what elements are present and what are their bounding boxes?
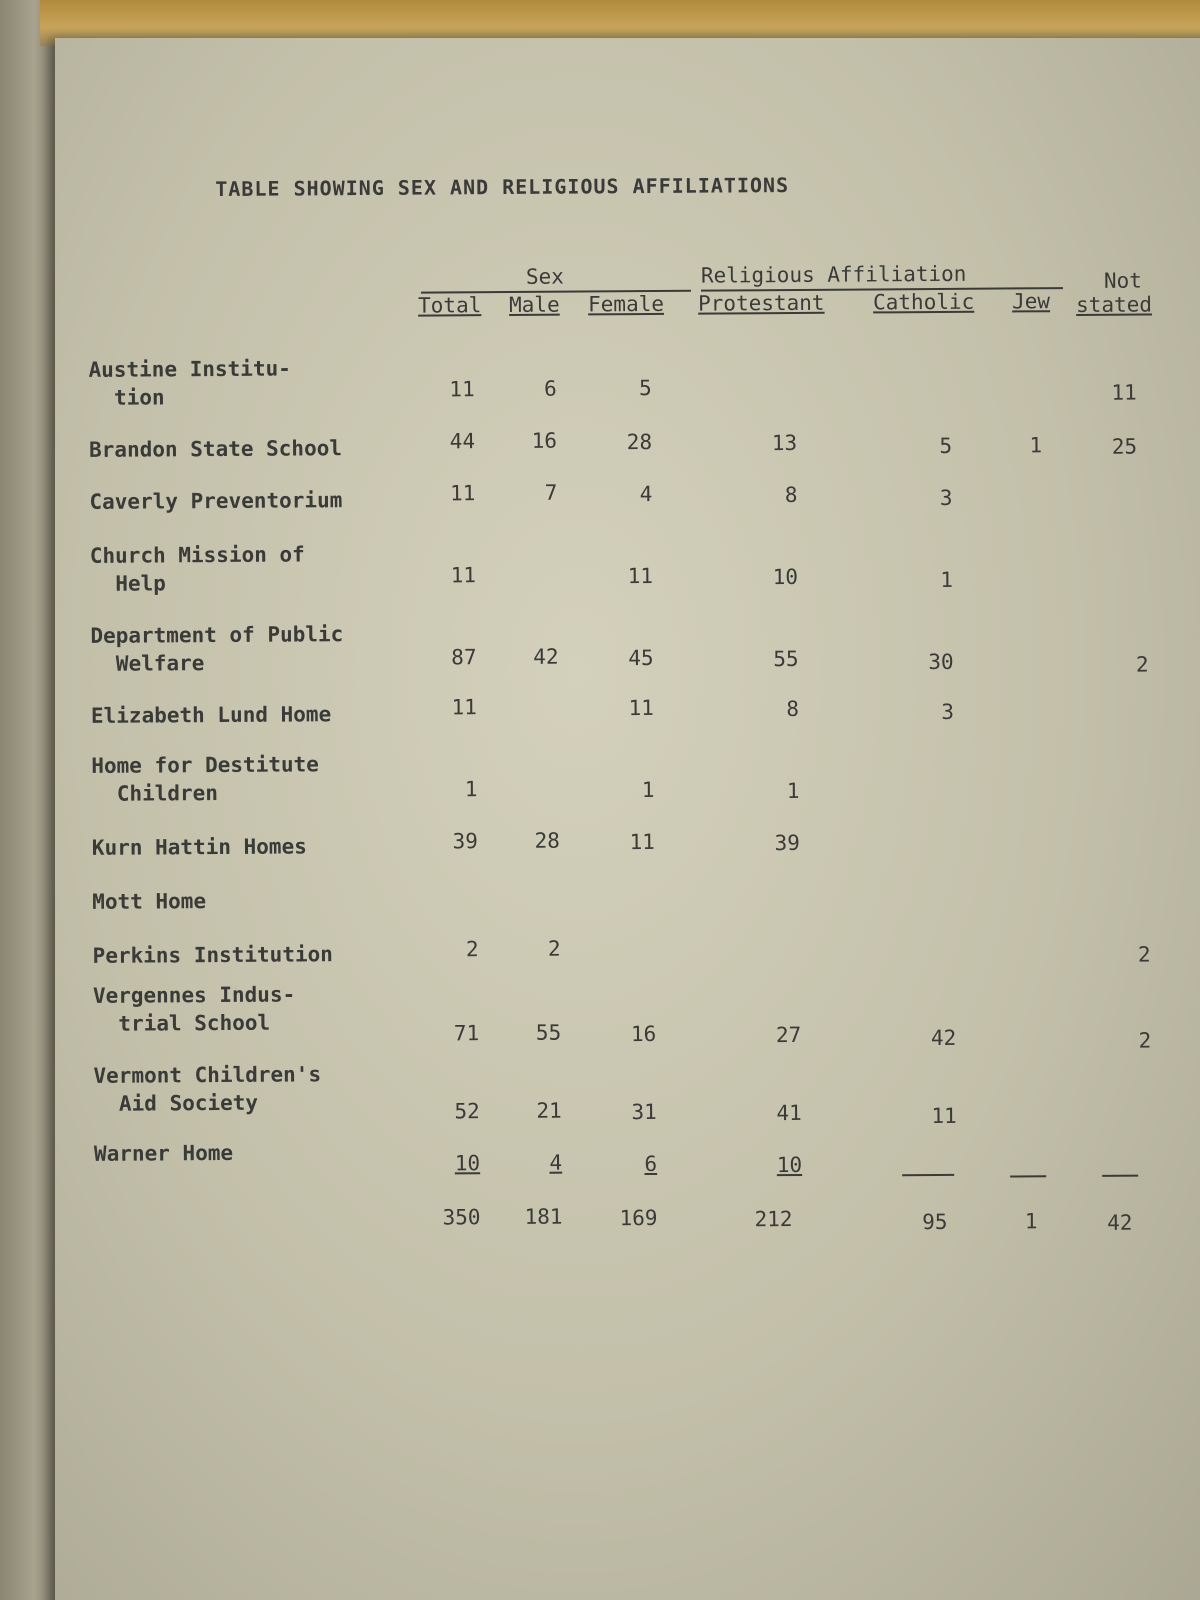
cell-male: 16 [531,428,558,453]
sex-group-header: Sex [525,264,564,289]
jew-sum-rule [1010,1175,1046,1177]
catholic-sum-rule [902,1174,954,1176]
row-label-mott-home: Mott Home [92,889,207,914]
cell-total: 52 [454,1099,480,1124]
cell-female: 5 [638,375,652,401]
cell-protestant: 10 [776,1152,803,1178]
total-protestant: 212 [754,1207,793,1232]
cell-female: 11 [627,563,654,589]
row-label-austine: Austine Institu- tion [88,356,291,410]
cell-female: 11 [628,695,654,721]
cell-not-stated: 25 [1111,434,1138,459]
row-label-brandon: Brandon State School [89,436,343,462]
row-label-warner-home: Warner Home [93,1140,234,1166]
cell-catholic: 5 [939,433,953,458]
cell-male: 21 [536,1098,562,1123]
row-label-vergennes: Vergennes Indus- trial School [92,982,296,1036]
cell-male: 28 [534,828,560,853]
total-male: 181 [524,1204,563,1229]
cell-female: 1 [641,777,655,803]
not-stated-header-line1: Not [1103,268,1142,293]
cell-total: 11 [450,481,476,506]
book-binding [0,0,62,1600]
row-label-destitute-children: Home for Destitute Children [91,752,319,806]
row-label-lund-home: Elizabeth Lund Home [90,702,332,728]
religious-group-header: Religious Affiliation [700,261,967,288]
cell-male: 7 [544,480,558,505]
cell-female: 31 [631,1099,657,1125]
cell-not-stated: 11 [1111,380,1137,405]
cell-total: 11 [450,563,477,588]
row-label-kurn-hattin: Kurn Hattin Homes [91,834,307,860]
cell-female: 45 [628,645,654,671]
total-female: 169 [619,1205,658,1231]
cell-protestant: 39 [774,830,800,856]
cell-total: 87 [451,645,477,670]
cell-catholic: 30 [928,649,954,675]
col-catholic: Catholic [872,289,975,315]
cell-protestant: 41 [776,1100,802,1126]
document-page [55,38,1200,1600]
cell-not-stated: 2 [1138,1028,1152,1053]
row-label-perkins: Perkins Institution [92,942,333,968]
total-total: 350 [442,1205,481,1230]
cell-male: 2 [547,936,561,961]
cell-catholic: 3 [941,699,955,724]
col-female: Female [588,291,665,317]
cell-protestant: 55 [773,646,799,672]
total-not-stated: 42 [1107,1210,1133,1235]
cell-total: 11 [451,695,477,720]
cell-catholic: 11 [931,1103,957,1129]
cell-not-stated: 2 [1135,652,1149,677]
row-label-childrens-aid: Vermont Children's Aid Society [93,1062,322,1116]
cell-catholic: 42 [930,1025,957,1051]
cell-total: 44 [449,429,476,454]
cell-male: 42 [533,644,559,669]
cell-total: 10 [454,1151,481,1176]
row-label-public-welfare: Department of Public Welfare [90,622,344,676]
cell-female: 4 [639,481,653,507]
cell-total: 39 [452,829,478,854]
cell-total: 11 [449,377,475,402]
cell-not-stated: 2 [1137,942,1151,967]
not-stated-sum-rule [1102,1175,1138,1177]
total-catholic: 95 [922,1209,948,1235]
cell-protestant: 8 [784,482,798,508]
cell-male: 6 [543,376,557,401]
total-jew: 1 [1024,1209,1038,1234]
cell-protestant: 1 [786,778,800,804]
cell-catholic: 3 [939,485,953,510]
cell-protestant: 8 [786,696,800,722]
col-jew: Jew [1011,289,1051,314]
cell-male: 55 [535,1020,562,1045]
row-label-caverly: Caverly Preventorium [89,488,343,514]
table-title: TABLE SHOWING SEX AND RELIGIOUS AFFILIATIONS [215,173,790,202]
cell-protestant: 10 [772,564,799,590]
cell-female: 6 [644,1151,658,1177]
cell-protestant: 27 [775,1022,802,1048]
col-protestant: Protestant [698,290,825,316]
row-label-church-mission: Church Mission of Help [89,542,305,596]
cell-female: 16 [630,1021,657,1047]
cell-female: 28 [626,429,653,455]
cell-catholic: 1 [940,567,954,592]
col-total: Total [418,293,482,318]
cell-male: 4 [549,1150,563,1175]
col-not-stated: stated [1076,292,1153,318]
cell-female: 11 [629,829,655,855]
cell-jew: 1 [1029,433,1043,458]
col-male: Male [509,292,560,317]
cell-total: 1 [464,777,478,802]
cell-total: 71 [453,1021,480,1046]
cell-total: 2 [465,937,479,962]
cell-protestant: 13 [771,430,798,456]
